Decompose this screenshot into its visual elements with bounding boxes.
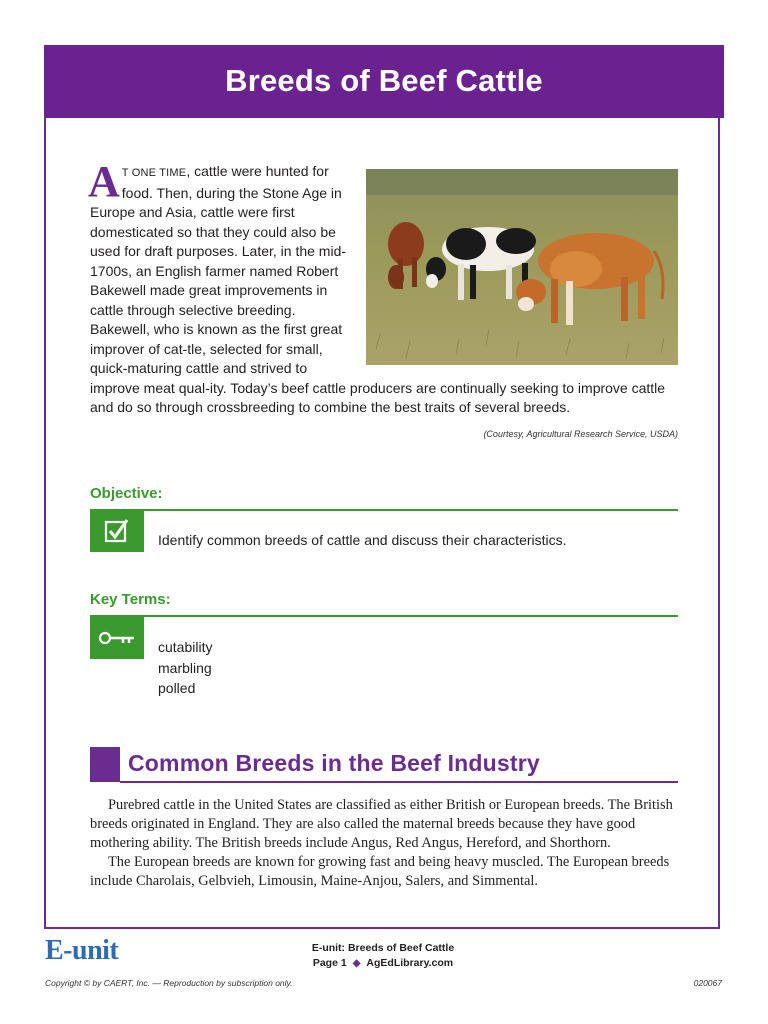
intro-text: , cattle were hunted for food. Then, during the Stone Age in Europe and Asia, cattle were first domesticated so that they could also be used for draft purposes. Later, in the mid-1700s, an English farmer named Robert Bakewell made great improvements in cattle through selective breeding. Bakewell, who is known as the first great improver of cat-tle, selected for small, quick-maturing cattle and strived to improve meat qual-ity. Today’s beef cattle producers are continually seeking to improve cattle and do so through crossbreeding to combine the best traits of several breeds. bbox=[90, 163, 666, 415]
section-heading-marker bbox=[90, 747, 120, 782]
key-term: marbling bbox=[158, 659, 212, 676]
key-icon bbox=[98, 628, 136, 648]
key-terms-rule bbox=[90, 615, 678, 617]
page-number: Page 1 bbox=[312, 957, 347, 969]
intro-smallcaps: T ONE TIME bbox=[121, 167, 187, 179]
body-paragraph: Purebred cattle in the United States are classified as either British or European breeds. The British breeds originated in England. They are also called the maternal breeds because they have good mothering ability. The British breeds include Angus, Red Angus, Hereford, and Shorthorn. bbox=[90, 797, 673, 851]
drop-cap: A bbox=[88, 157, 120, 206]
eunit-logo: E-unit bbox=[45, 935, 119, 966]
section-heading-rule bbox=[120, 781, 678, 783]
objective-text: Identify common breeds of cattle and discuss their characteristics. bbox=[158, 532, 567, 548]
title-banner bbox=[44, 45, 724, 118]
cattle-photo bbox=[366, 169, 678, 365]
website-link[interactable]: AgEdLibrary.com bbox=[366, 957, 454, 969]
objective-rule bbox=[90, 509, 678, 511]
objective-heading: Objective: bbox=[90, 485, 163, 502]
key-terms-icon-box bbox=[90, 617, 144, 659]
footer-info bbox=[268, 941, 498, 971]
key-term: polled bbox=[158, 680, 196, 696]
footer-unit-title: E-unit: Breeds of Beef Cattle bbox=[311, 942, 455, 954]
body-paragraph: The European breeds are known for growing fast and being heavy muscled. The European breeds include Charolais, Gelbvieh, Limousin, Maine-Anjou, Salers, and Simmental. bbox=[90, 854, 670, 889]
section-heading: Common Breeds in the Beef Industry bbox=[128, 750, 540, 776]
intro-paragraph bbox=[88, 157, 678, 418]
diamond-icon: ◆ bbox=[352, 958, 361, 969]
copyright-notice: Copyright © by CAERT, Inc. — Reproduction by subscription only. bbox=[45, 978, 293, 988]
footer-page-line bbox=[268, 956, 498, 971]
key-terms-heading: Key Terms: bbox=[90, 591, 171, 608]
document-number: 020067 bbox=[693, 978, 722, 988]
key-terms-list bbox=[158, 637, 212, 699]
photo-caption: (Courtesy, Agricultural Research Service, USDA) bbox=[483, 429, 678, 439]
page-title: Breeds of Beef Cattle bbox=[225, 63, 543, 98]
key-term: cutability bbox=[158, 639, 213, 655]
section-body bbox=[90, 796, 680, 891]
checkbox-icon bbox=[104, 518, 130, 544]
objective-icon-box bbox=[90, 510, 144, 552]
